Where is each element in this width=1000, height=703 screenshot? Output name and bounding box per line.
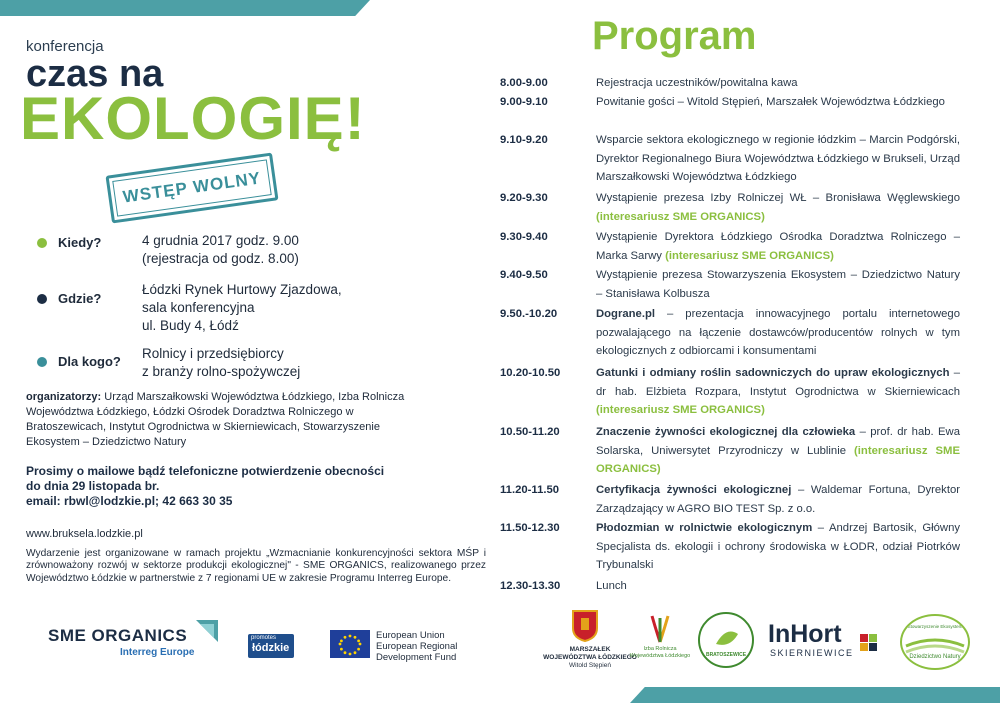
marszalek-text-1: MARSZAŁEK bbox=[569, 646, 611, 653]
izba-text-2: Województwa Łódzkiego bbox=[629, 653, 691, 659]
program-description: Wystąpienie Dyrektora Łódzkiego Ośrodka Doradztwa Rolniczego – Marka Sarwy (interesariusz SME ORGANICS) bbox=[596, 231, 960, 262]
program-time: 10.50-11.20 bbox=[500, 426, 560, 438]
program-description: Znaczenie żywności ekologicznej dla człowieka – prof. dr hab. Ewa Solarska, Uniwersytet Przyrodniczy w Lublinie (interesariusz SME ORGANICS) bbox=[596, 426, 961, 475]
inhort-squares-icon bbox=[860, 634, 878, 652]
kiedy-label: Kiedy? bbox=[58, 235, 102, 250]
marszalek-text-3: Witold Stępień bbox=[569, 662, 611, 669]
eu-text-1: European Union bbox=[376, 630, 445, 641]
odr-text: BRATOSZEWICE bbox=[705, 652, 747, 658]
program-title: Program bbox=[592, 14, 757, 58]
izba-rolnicza-logo bbox=[628, 612, 692, 666]
inhort-logo bbox=[768, 622, 888, 662]
program-time: 11.20-11.50 bbox=[500, 484, 560, 496]
confirm-line1: Prosimy o mailowe bądź telefoniczne potwierdzenie obecności bbox=[26, 464, 385, 478]
project-note: Wydarzenie jest organizowane w ramach projektu „Wzmacnianie konkurencyjności sektora MŚP i zrównoważony rozwój w sektorze produkcji ekologicznej" - SME ORGANICS, realizowanego przez Województwo Łódzkie w partnerstwie z 7 regionami UE w zakresie Programu Interreg Europe. bbox=[26, 548, 486, 584]
confirm-email[interactable]: email: rbwl@lodzkie.pl; 42 663 30 35 bbox=[26, 494, 233, 508]
organizers bbox=[26, 390, 416, 450]
free-entry-stamp bbox=[105, 153, 278, 224]
bullet-navy-icon bbox=[37, 294, 47, 304]
eu-text bbox=[376, 630, 457, 663]
marszalek-text bbox=[540, 646, 640, 670]
ekosystem-text-1: Stowarzyszenie Ekosystem bbox=[907, 624, 963, 629]
confirm-block bbox=[26, 464, 426, 509]
skierniewice-text: SKIERNIEWICE bbox=[770, 648, 854, 658]
program-description: Dograne.pl – prezentacja innowacyjnego portalu internetowego pozwalającego na łączenie dostawców/producentów rolnych w tym ekologicznych z odbiorcami i konsumentami bbox=[596, 308, 960, 357]
website-link[interactable]: www.bruksela.lodzkie.pl bbox=[26, 528, 143, 540]
program-time: 11.50-12.30 bbox=[500, 522, 560, 534]
marszalek-text-2: WOJEWÓDZTWA ŁÓDZKIEGO bbox=[543, 654, 637, 661]
interreg-logo-text: Interreg Europe bbox=[120, 647, 195, 658]
bottom-right-accent-bar bbox=[630, 687, 1000, 703]
sme-leaf-icon bbox=[196, 620, 218, 646]
title-line2: EKOLOGIĘ! bbox=[20, 85, 366, 152]
odr-leaf-icon bbox=[700, 614, 752, 666]
program-time: 9.40-9.50 bbox=[500, 269, 548, 281]
promotes-text: promotes bbox=[251, 635, 277, 641]
gdzie-label: Gdzie? bbox=[58, 291, 102, 306]
program-description: Płodozmian w rolnictwie ekologicznym – Andrzej Bartosik, Główny Specjalista ds. ekologii i ochrony środowiska w ŁODR, odział Piotrków Trybunalski bbox=[596, 522, 960, 571]
dla-kogo-label: Dla kogo? bbox=[58, 354, 121, 369]
program-time: 12.30-13.30 bbox=[500, 580, 561, 592]
program-description: Rejestracja uczestników/powitalna kawa bbox=[596, 77, 798, 89]
program-time: 9.10-9.20 bbox=[500, 134, 548, 146]
izba-text bbox=[628, 646, 692, 660]
title-line1: czas na bbox=[26, 53, 164, 95]
program-time: 9.00-9.10 bbox=[500, 96, 548, 108]
organizers-text: Urząd Marszałkowski Województwa Łódzkiego, Izba Rolnicza Województwa Łódzkiego, Łódzki Ośrodek Doradztwa Rolniczego w Bratoszewicach, Instytut Ogrodnictwa w Skierniewicach, Stowarzyszenie Ekosystem – Dziedzictwo Natury bbox=[26, 391, 405, 448]
program-description: Gatunki i odmiany roślin sadowniczych do upraw ekologicznych – dr hab. Elżbieta Rozpara, Instytut Ogrodnictwa w Skierniewicach (interesariusz SME ORGANICS) bbox=[596, 367, 961, 416]
konferencja-label: konferencja bbox=[26, 38, 104, 55]
eu-stars-icon bbox=[330, 630, 370, 658]
bullet-teal-icon bbox=[37, 357, 47, 367]
ekosystem-text-2: Dziedzictwo Natury bbox=[909, 654, 961, 660]
lodzkie-promotes-logo bbox=[248, 634, 294, 658]
kiedy-text: 4 grudnia 2017 godz. 9.00 (rejestracja od godz. 8.00) bbox=[142, 233, 299, 266]
program-description: Wystąpienie prezesa Stowarzyszenia Ekosystem – Dziedzictwo Natury – Stanisława Kolbusza bbox=[596, 269, 960, 300]
program-description: Lunch bbox=[596, 580, 627, 592]
inhort-text: InHort bbox=[768, 620, 842, 648]
eu-flag-icon bbox=[330, 630, 370, 658]
program-time: 10.20-10.50 bbox=[500, 367, 561, 379]
gdzie-text: Łódzki Rynek Hurtowy Zjazdowa, sala konferencyjna ul. Budy 4, Łódź bbox=[142, 282, 342, 333]
organizers-label: organizatorzy: bbox=[26, 391, 102, 403]
confirm-line2: do dnia 29 listopada br. bbox=[26, 479, 160, 493]
sme-organics-logo bbox=[48, 620, 218, 666]
wheat-icon bbox=[646, 612, 674, 644]
program-time: 8.00-9.00 bbox=[500, 77, 548, 89]
marszalek-logo bbox=[540, 610, 640, 672]
odr-bratoszewice-logo bbox=[698, 612, 754, 668]
stamp-text: WSTĘP WOLNY bbox=[121, 168, 263, 207]
coat-of-arms-icon bbox=[572, 610, 598, 642]
top-left-accent-bar bbox=[0, 0, 370, 16]
eu-text-2: European Regional bbox=[376, 641, 458, 652]
program-time: 9.50.-10.20 bbox=[500, 308, 558, 320]
program-description: Wsparcie sektora ekologicznego w regionie łódzkim – Marcin Podgórski, Dyrektor Regionalnego Biura Województwa Łódzkiego w Brukseli, Urząd Marszałkowski Województwa Łódzkiego bbox=[596, 134, 960, 183]
dla-kogo-text: Rolnicy i przedsiębiorcy z branży rolno-spożywczej bbox=[142, 346, 301, 379]
izba-text-1: Izba Rolnicza bbox=[643, 646, 677, 652]
program-time: 9.30-9.40 bbox=[500, 231, 548, 243]
program-description: Wystąpienie prezesa Izby Rolniczej WŁ – Bronisława Węglewskiego (interesariusz SME ORGANICS) bbox=[596, 192, 960, 223]
program-description: Certyfikacja żywności ekologicznej – Waldemar Fortuna, Dyrektor Zarządzający w AGRO BIO TEST Sp. z o.o. bbox=[596, 484, 960, 515]
ekosystem-logo bbox=[900, 614, 970, 670]
sme-logo-text: SME ORGANICS bbox=[48, 626, 188, 645]
program-time: 9.20-9.30 bbox=[500, 192, 548, 204]
program-description: Powitanie gości – Witold Stępień, Marszałek Województwa Łódzkiego bbox=[596, 96, 945, 108]
bullet-green-icon bbox=[37, 238, 47, 248]
lodzkie-text: łódzkie bbox=[252, 642, 290, 654]
eu-text-3: Development Fund bbox=[376, 652, 457, 663]
